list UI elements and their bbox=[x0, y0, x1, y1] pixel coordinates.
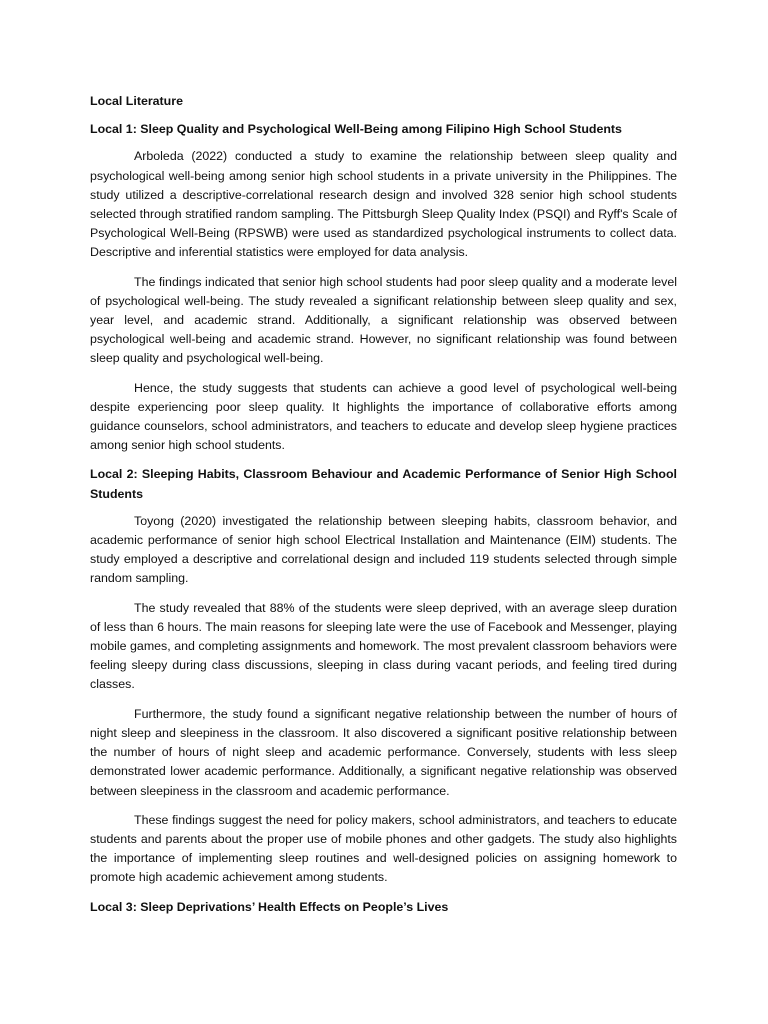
document-body bbox=[90, 92, 677, 925]
document-title: Local Literature bbox=[90, 94, 183, 108]
paragraph: The findings indicated that senior high school students had poor sleep quality and a moderate level of psychological well-being. The study revealed a significant relationship between sleep quality and sex, year level, and academic strand. Additionally, a significant relationship was observed between psychological well-being and academic strand. However, no significant relationship was found between sleep quality and psychological well-being. bbox=[90, 274, 677, 366]
paragraph: The study revealed that 88% of the students were sleep deprived, with an average sleep duration of less than 6 hours. The main reasons for sleeping late were the use of Facebook and Messenger, playing mobile games, and completing assignments and homework. The most prevalent classroom behaviors were feeling sleepy during class discussions, sleeping in class during vacant periods, and feeling tired during classes. bbox=[90, 600, 677, 692]
paragraph: These findings suggest the need for policy makers, school administrators, and teachers to educate students and parents about the proper use of mobile phones and other gadgets. The study also highlights the importance of implementing sleep routines and well-designed policies on assigning homework to promote high academic achievement among students. bbox=[90, 812, 677, 885]
section-local-2 bbox=[90, 465, 677, 887]
paragraph: Furthermore, the study found a significant negative relationship between the number of hours of night sleep and sleepiness in the classroom. It also discovered a significant positive relationship between the number of hours of night sleep and academic performance. Conversely, students with less sleep demonstrated lower academic performance. Additionally, a significant negative relationship was observed between sleepiness in the classroom and academic performance. bbox=[90, 706, 677, 798]
section-heading: Local 3: Sleep Deprivations’ Health Effects on People’s Lives bbox=[90, 899, 449, 914]
section-heading: Local 1: Sleep Quality and Psychological Well-Being among Filipino High School Students bbox=[90, 122, 622, 137]
section-local-3 bbox=[90, 898, 677, 917]
section-local-1 bbox=[90, 120, 677, 455]
paragraph: Toyong (2020) investigated the relationship between sleeping habits, classroom behavior, and academic performance of senior high school Electrical Installation and Maintenance (EIM) students. The study employed a descriptive and correlational design and included 119 students selected through simple random sampling. bbox=[90, 513, 677, 586]
paragraph: Hence, the study suggests that students can achieve a good level of psychological well-being despite experiencing poor sleep quality. It highlights the importance of collaborative efforts among guidance counselors, school administrators, and teachers to educate and develop sleep hygiene practices among senior high school students. bbox=[90, 380, 677, 453]
section-heading: Local 2: Sleeping Habits, Classroom Behaviour and Academic Performance of Senior High School Students bbox=[90, 467, 677, 501]
paragraph: Arboleda (2022) conducted a study to examine the relationship between sleep quality and psychological well-being among senior high school students in a private university in the Philippines. The study utilized a descriptive-correlational research design and involved 328 senior high school students selected through stratified random sampling. The Pittsburgh Sleep Quality Index (PSQI) and Ryff's Scale of Psychological Well-Being (RPSWB) were used as standardized psychological instruments to collect data. Descriptive and inferential statistics were employed for data analysis. bbox=[90, 149, 677, 260]
